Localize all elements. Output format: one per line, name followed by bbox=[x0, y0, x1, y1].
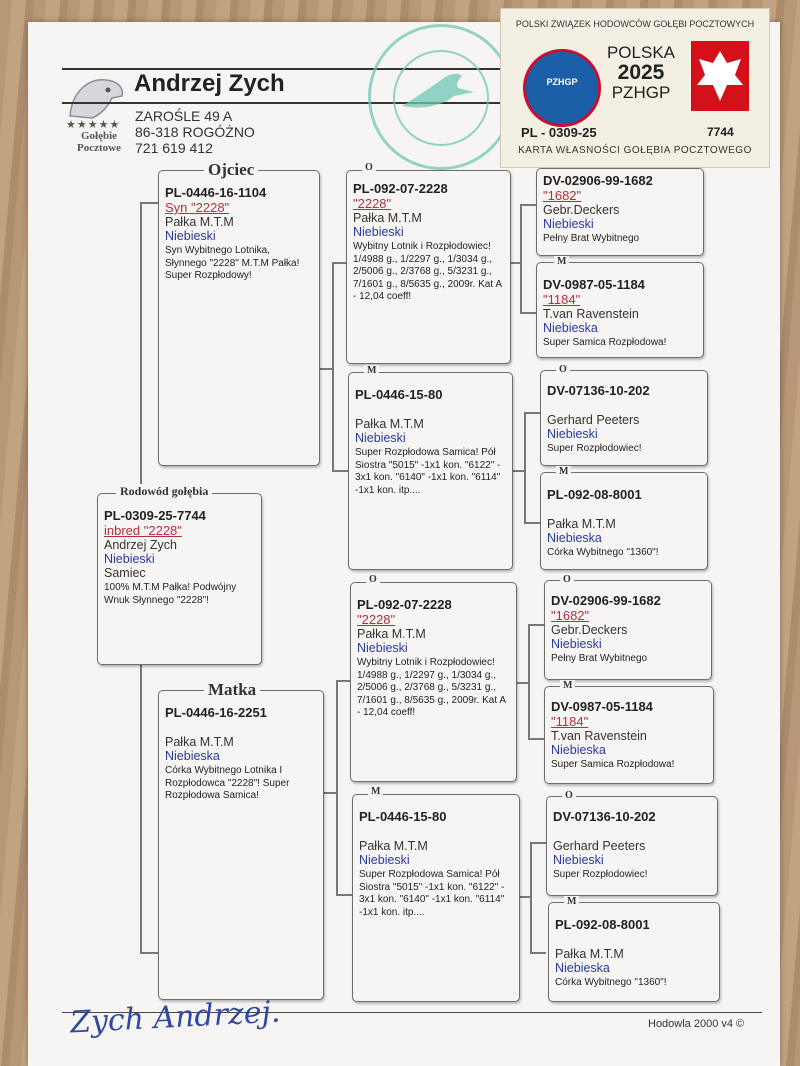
card-org: PZHGP bbox=[611, 83, 671, 102]
nickname: "2228" bbox=[353, 196, 392, 211]
connector bbox=[140, 202, 142, 494]
sex: Samiec bbox=[104, 566, 146, 580]
nickname: "1682" bbox=[543, 188, 582, 203]
color: Niebieski bbox=[547, 427, 598, 441]
ring-number: DV-0987-05-1184 bbox=[551, 699, 653, 714]
nickname bbox=[359, 824, 513, 839]
connector bbox=[528, 738, 544, 740]
dam-marker: M bbox=[560, 680, 575, 691]
connector bbox=[332, 470, 348, 472]
connector bbox=[524, 522, 540, 524]
ring-number: PL-092-07-2228 bbox=[353, 181, 448, 196]
ring-number: PL-0446-16-2251 bbox=[165, 705, 267, 720]
owner: Gerhard Peeters bbox=[553, 839, 646, 853]
color: Niebieski bbox=[353, 225, 404, 239]
nickname bbox=[165, 720, 317, 735]
card-title bbox=[601, 43, 681, 103]
ring-number: PL-0446-15-80 bbox=[359, 809, 447, 824]
connector bbox=[140, 952, 158, 954]
logo-stars: ★★★★★ bbox=[66, 119, 121, 131]
sire-marker: O bbox=[560, 574, 574, 585]
card-country: POLSKA bbox=[606, 43, 676, 62]
color: Niebieska bbox=[543, 321, 598, 335]
ring-number: PL-092-07-2228 bbox=[357, 597, 452, 612]
card-top-text: POLSKI ZWIĄZEK HODOWCÓW GOŁĘBI POCZTOWYCH bbox=[515, 19, 755, 29]
note: Córka Wybitnego "1360"! bbox=[555, 977, 667, 988]
color: Niebieski bbox=[543, 217, 594, 231]
great-grandparent-box bbox=[544, 580, 712, 680]
sire-marker: O bbox=[362, 162, 376, 173]
owner: T.van Ravenstein bbox=[551, 729, 647, 743]
color: Niebieski bbox=[104, 552, 155, 566]
owner: Gerhard Peeters bbox=[547, 413, 640, 427]
color: Niebieski bbox=[553, 853, 604, 867]
grandsire-maternal-box bbox=[350, 582, 517, 782]
pzhgp-logo-icon bbox=[523, 49, 601, 127]
connector bbox=[530, 952, 546, 954]
owner: Pałka M.T.M bbox=[555, 947, 624, 961]
connector bbox=[332, 262, 334, 472]
note: Super Rozpłodowiec! bbox=[547, 443, 642, 454]
great-grandparent-box bbox=[540, 370, 708, 466]
dam-marker: M bbox=[556, 466, 571, 477]
ring-number: PL-092-08-8001 bbox=[547, 487, 642, 502]
color: Niebieska bbox=[165, 749, 220, 763]
connector bbox=[336, 680, 350, 682]
note: Pełny Brat Wybitnego bbox=[543, 233, 640, 244]
dam-marker: M bbox=[364, 365, 379, 376]
owner: Andrzej Zych bbox=[104, 538, 177, 552]
color: Niebieska bbox=[547, 531, 602, 545]
owner: Pałka M.T.M bbox=[353, 211, 422, 225]
breeder-name: Andrzej Zych bbox=[134, 70, 285, 97]
dam-marker: M bbox=[368, 786, 383, 797]
nickname bbox=[547, 398, 701, 413]
connector bbox=[332, 262, 346, 264]
nickname bbox=[553, 824, 711, 839]
handwritten-signature: Zych Andrzej. bbox=[69, 994, 282, 1041]
connector bbox=[530, 842, 532, 954]
ownership-card bbox=[500, 8, 770, 168]
card-bottom-text: KARTA WŁASNOŚCI GOŁĘBIA POCZTOWEGO bbox=[518, 145, 752, 156]
sire-marker: O bbox=[556, 364, 570, 375]
note: Super Rozpłodowiec! bbox=[553, 869, 648, 880]
note: Super Rozpłodowa Samica! Pół Siostra "5015" -1x1 kon. "6122" - 3x1 kon. "6140" -1x1 kon. "6114" -1x1 kon. itp.... bbox=[359, 869, 505, 918]
sire-marker: O bbox=[562, 790, 576, 801]
color: Niebieska bbox=[551, 743, 606, 757]
connector bbox=[520, 204, 522, 314]
subject-pigeon-box bbox=[97, 493, 262, 665]
nickname bbox=[547, 502, 701, 517]
great-grandparent-box bbox=[544, 686, 714, 784]
nickname: "1184" bbox=[551, 714, 589, 729]
great-grandparent-box bbox=[536, 168, 704, 256]
great-grandparent-box bbox=[546, 796, 718, 896]
owner: Pałka M.T.M bbox=[359, 839, 428, 853]
nickname: "1682" bbox=[551, 608, 590, 623]
great-grandparent-box bbox=[548, 902, 720, 1002]
connector bbox=[528, 624, 530, 740]
dam-marker: M bbox=[554, 256, 569, 267]
grandsire-paternal-box bbox=[346, 170, 511, 364]
ring-number: PL-0446-16-1104 bbox=[165, 185, 267, 200]
color: Niebieski bbox=[359, 853, 410, 867]
dam-marker: M bbox=[564, 896, 579, 907]
ring-number: DV-0987-05-1184 bbox=[543, 277, 645, 292]
owner: T.van Ravenstein bbox=[543, 307, 639, 321]
connector bbox=[528, 624, 544, 626]
granddam-paternal-box bbox=[348, 372, 513, 570]
great-grandparent-box bbox=[536, 262, 704, 358]
note: Syn Wybitnego Lotnika, Słynnego "2228" M.T.M Pałka! Super Rozpłodowy! bbox=[165, 245, 300, 281]
note: Córka Wybitnego Lotnika I Rozpłodowca "2228"! Super Rozpłodowa Samica! bbox=[165, 765, 290, 801]
owner: Gebr.Deckers bbox=[551, 623, 628, 637]
ring-number: DV-07136-10-202 bbox=[553, 809, 656, 824]
connector bbox=[140, 664, 142, 954]
ring-number: PL-0309-25-7744 bbox=[104, 508, 206, 523]
color: Niebieski bbox=[551, 637, 602, 651]
mother-label: Matka bbox=[204, 680, 260, 700]
nickname bbox=[555, 932, 713, 947]
software-credit: Hodowla 2000 v4 © bbox=[648, 1018, 745, 1030]
owner: Gebr.Deckers bbox=[543, 203, 620, 217]
connector bbox=[524, 412, 540, 414]
nickname: inbred "2228" bbox=[104, 523, 182, 538]
stamp-pigeon-icon bbox=[398, 66, 478, 116]
owner: Pałka M.T.M bbox=[165, 735, 234, 749]
note: Wybitny Lotnik i Rozpłodowiec! 1/4988 g., 1/2297 g., 1/3034 g., 2/5006 g., 2/3768 g., 5/3231 g., 7/1601 g., 8/5635 g., 2009r. Kat A - 12,04 coeff! bbox=[353, 241, 502, 302]
nickname: "2228" bbox=[357, 612, 396, 627]
connector bbox=[524, 412, 526, 524]
connector bbox=[140, 202, 158, 204]
father-label: Ojciec bbox=[204, 160, 258, 180]
ring-number: DV-02906-99-1682 bbox=[543, 173, 653, 188]
note: Córka Wybitnego "1360"! bbox=[547, 547, 659, 558]
connector bbox=[336, 894, 352, 896]
note: Super Rozpłodowa Samica! Pół Siostra "5015" -1x1 kon. "6122" - 3x1 kon. "6140" -1x1 kon. "6114" -1x1 kon. itp.... bbox=[355, 447, 501, 496]
note: 100% M.T.M Pałka! Podwójny Wnuk Słynnego "2228"! bbox=[104, 582, 237, 606]
ring-number: DV-07136-10-202 bbox=[547, 383, 650, 398]
connector bbox=[530, 842, 546, 844]
nickname: Syn "2228" bbox=[165, 200, 230, 215]
address-line1: ZAROŚLE 49 A bbox=[135, 108, 233, 124]
owner: Pałka M.T.M bbox=[547, 517, 616, 531]
note: Wybitny Lotnik i Rozpłodowiec! 1/4988 g., 1/2297 g., 1/3034 g., 2/5006 g., 2/3768 g., 5/3231 g., 7/1601 g., 8/5635 g., 2009r. Kat A - 12,04 coeff! bbox=[357, 657, 506, 718]
note: Super Samica Rozpłodowa! bbox=[543, 337, 667, 348]
connector bbox=[336, 680, 338, 896]
address-line2: 86-318 ROGÓŻNO bbox=[135, 124, 255, 140]
owner: Pałka M.T.M bbox=[165, 215, 234, 229]
polish-eagle-icon bbox=[691, 41, 749, 111]
connector bbox=[520, 312, 536, 314]
great-grandparent-box bbox=[540, 472, 708, 570]
phone-number: 721 619 412 bbox=[135, 140, 213, 156]
sire-marker: O bbox=[366, 574, 380, 585]
logo-text: Gołębie Pocztowe bbox=[77, 130, 121, 154]
color: Niebieski bbox=[165, 229, 216, 243]
card-ring-number: PL - 0309-25 bbox=[521, 125, 597, 140]
color: Niebieski bbox=[355, 431, 406, 445]
nickname bbox=[355, 402, 506, 417]
note: Pełny Brat Wybitnego bbox=[551, 653, 648, 664]
color: Niebieski bbox=[357, 641, 408, 655]
color: Niebieska bbox=[555, 961, 610, 975]
ring-number: PL-092-08-8001 bbox=[555, 917, 650, 932]
connector bbox=[520, 204, 536, 206]
note: Super Samica Rozpłodowa! bbox=[551, 759, 675, 770]
card-year: 2025 bbox=[617, 61, 665, 84]
card-serial: 7744 bbox=[707, 125, 734, 139]
card-logo-text: PZHGP bbox=[546, 77, 578, 87]
father-box bbox=[158, 170, 320, 466]
owner: Pałka M.T.M bbox=[357, 627, 426, 641]
owner: Pałka M.T.M bbox=[355, 417, 424, 431]
mother-box bbox=[158, 690, 324, 1000]
pedigree-label: Rodowód gołębia bbox=[116, 484, 212, 499]
ring-number: PL-0446-15-80 bbox=[355, 387, 443, 402]
granddam-maternal-box bbox=[352, 794, 520, 1002]
ring-number: DV-02906-99-1682 bbox=[551, 593, 661, 608]
nickname: "1184" bbox=[543, 292, 581, 307]
